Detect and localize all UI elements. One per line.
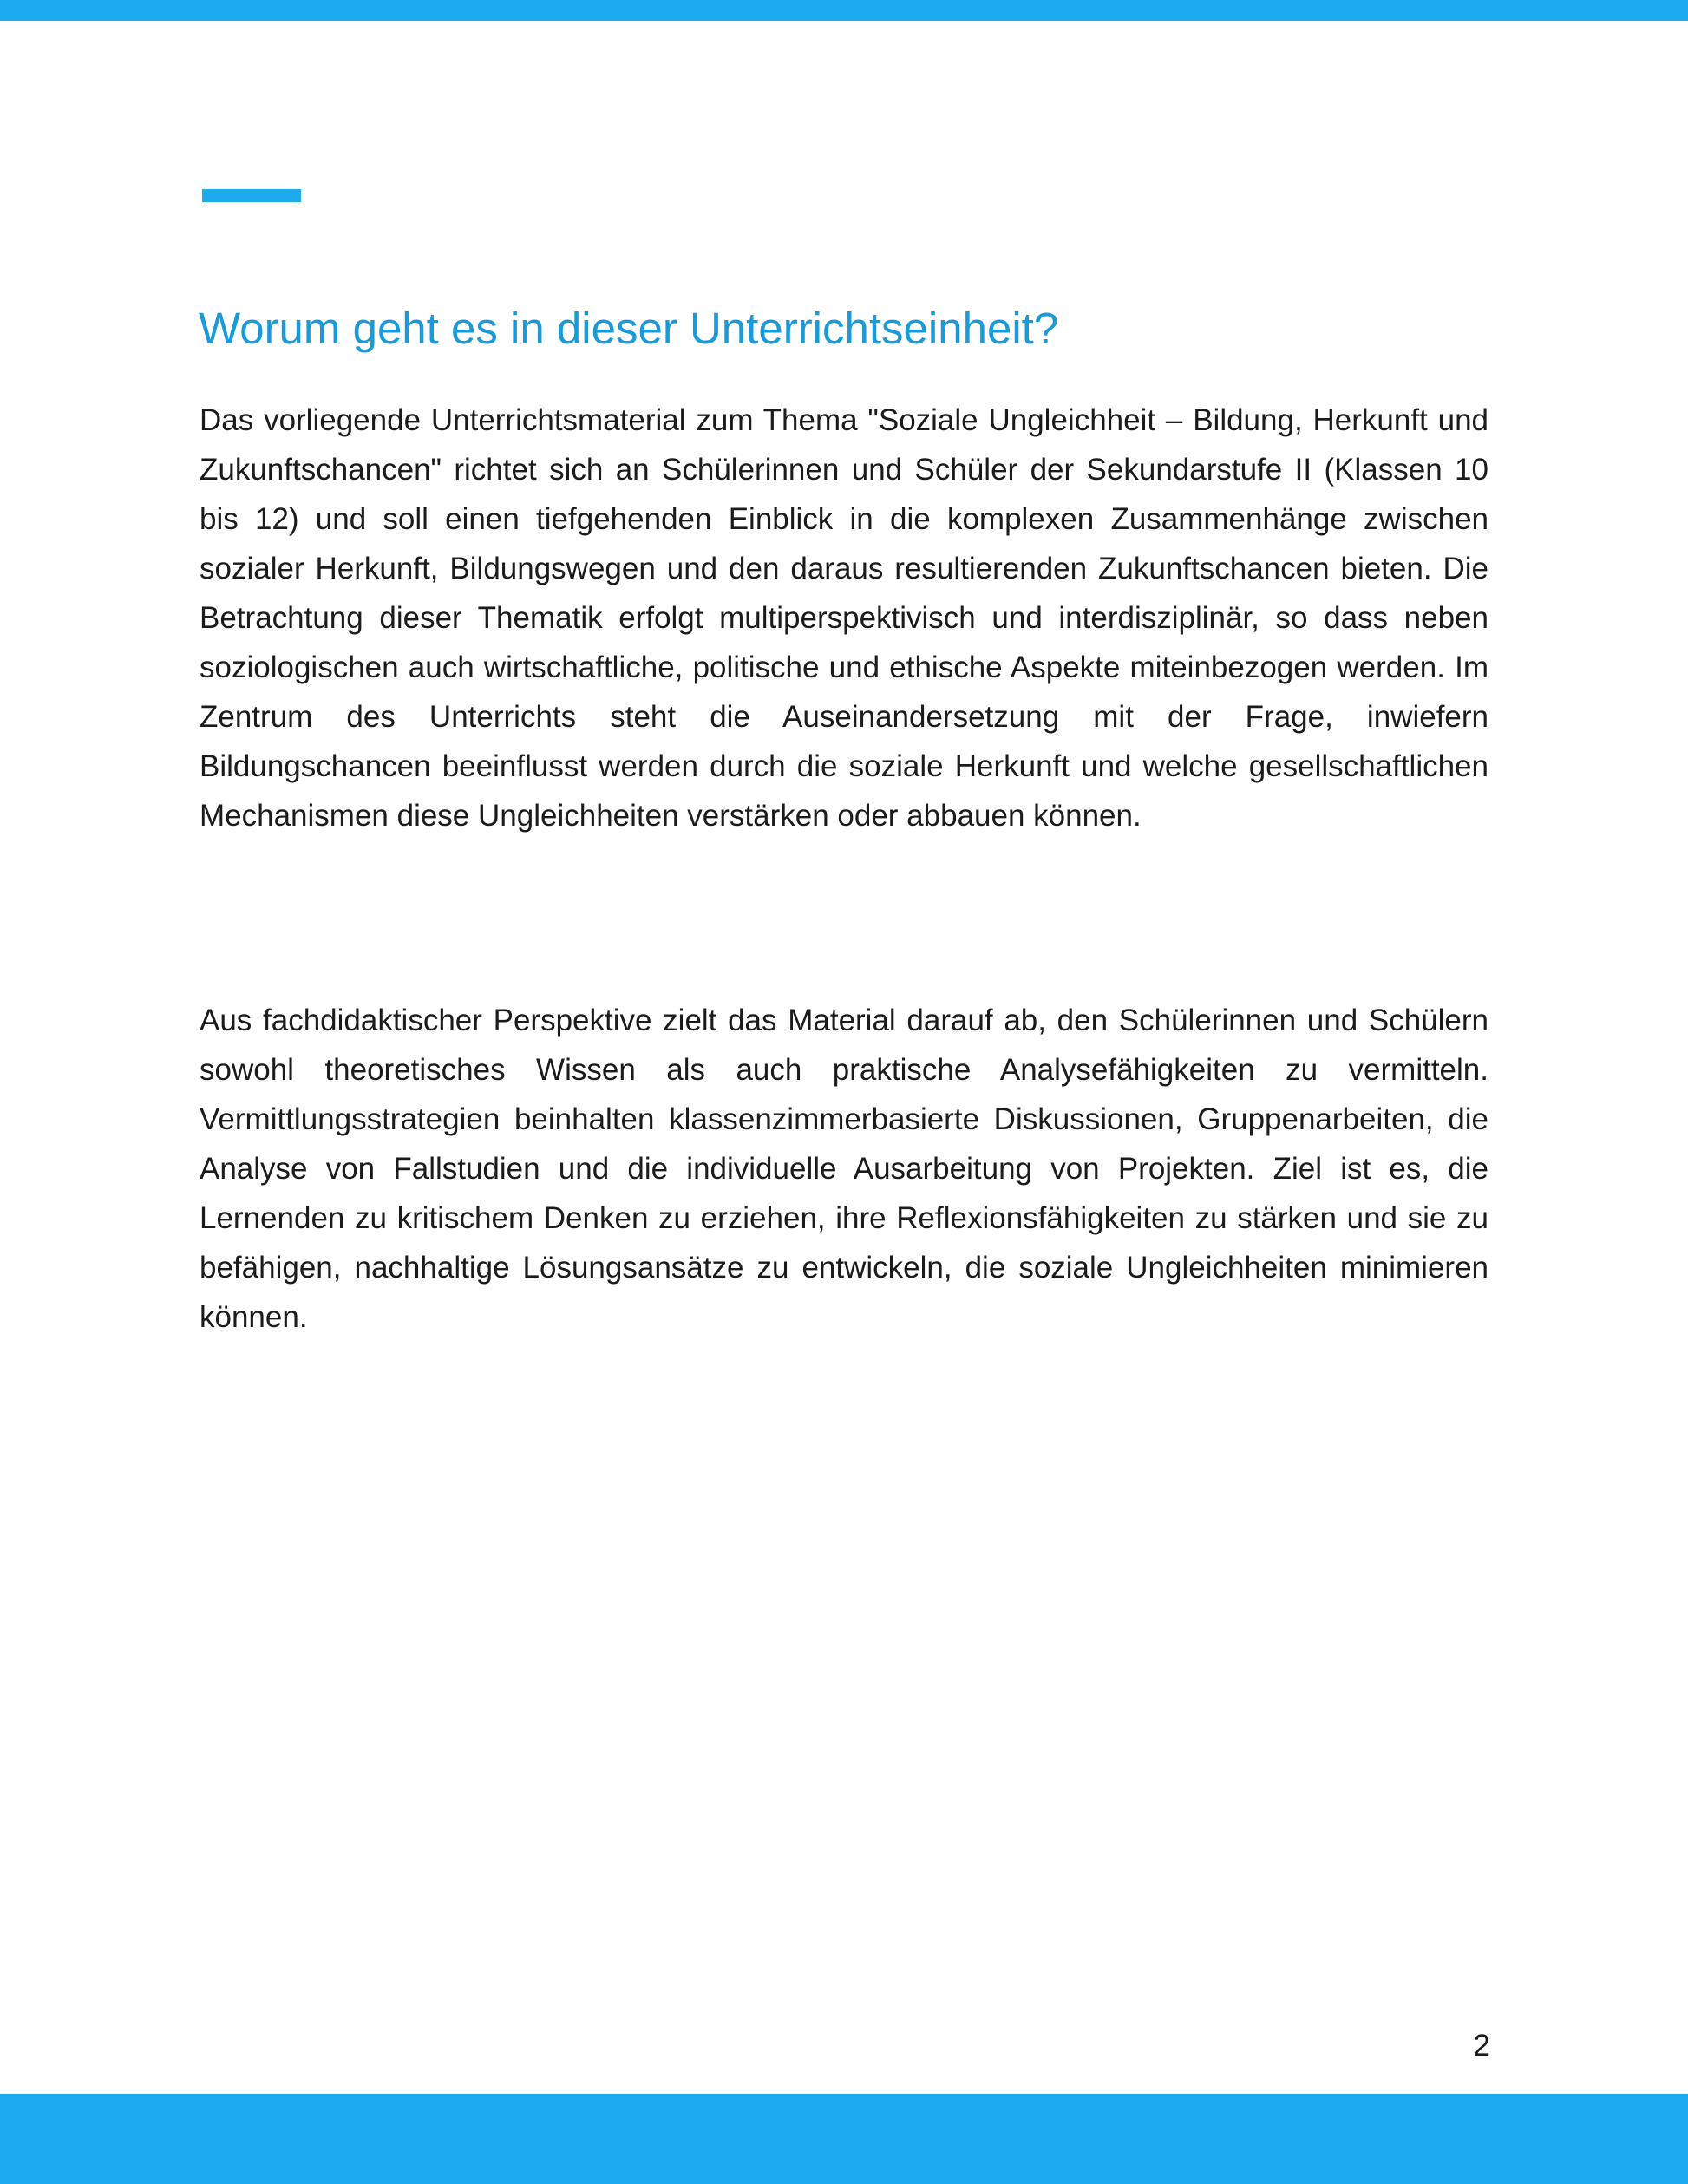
paragraph-intro: Das vorliegende Unterrichtsmaterial zum Thema "Soziale Ungleichheit – Bildung, Herkunft und Zukunftschancen" richtet sich an Schülerinnen und Schüler der Sekundarstufe II (Klassen 10 bis 12) und soll einen tiefgehenden Einblick in die komplexen Zusammenhänge zwischen sozialer Herkunft, Bildungswegen und den daraus resultierenden Zukunftschancen bieten. Die Betrachtung dieser Thematik erfolgt multiperspektivisch und interdisziplinär, so dass neben soziologischen auch wirtschaftliche, politische und ethische Aspekte miteinbezogen werden. Im Zentrum des Unterrichts steht die Auseinandersetzung mit der Frage, inwiefern Bildungschancen beeinflusst werden durch die soziale Herkunft und welche gesellschaftlichen Mechanismen diese Ungleichheiten verstärken oder abbauen können. [200, 403, 1488, 833]
top-accent-bar [0, 0, 1688, 21]
section-heading: Worum geht es in dieser Unterrichtseinheit? [199, 304, 1059, 353]
paragraph-didactics: Aus fachdidaktischer Perspektive zielt das Material darauf ab, den Schülerinnen und Schülern sowohl theoretisches Wissen als auch praktische Analysefähigkeiten zu vermitteln. Vermittlungsstrategien beinhalten klassenzimmerbasierte Diskussionen, Gruppenarbeiten, die Analyse von Fallstudien und die individuelle Ausarbeitung von Projekten. Ziel ist es, die Lernenden zu kritischem Denken zu erziehen, ihre Reflexionsfähigkeiten zu stärken und sie zu befähigen, nachhaltige Lösungsansätze zu entwickeln, die soziale Ungleichheiten minimieren können. [200, 1004, 1488, 1334]
heading-accent-dash [202, 189, 301, 202]
bottom-accent-bar [0, 2094, 1688, 2184]
page-number: 2 [1473, 2029, 1490, 2063]
